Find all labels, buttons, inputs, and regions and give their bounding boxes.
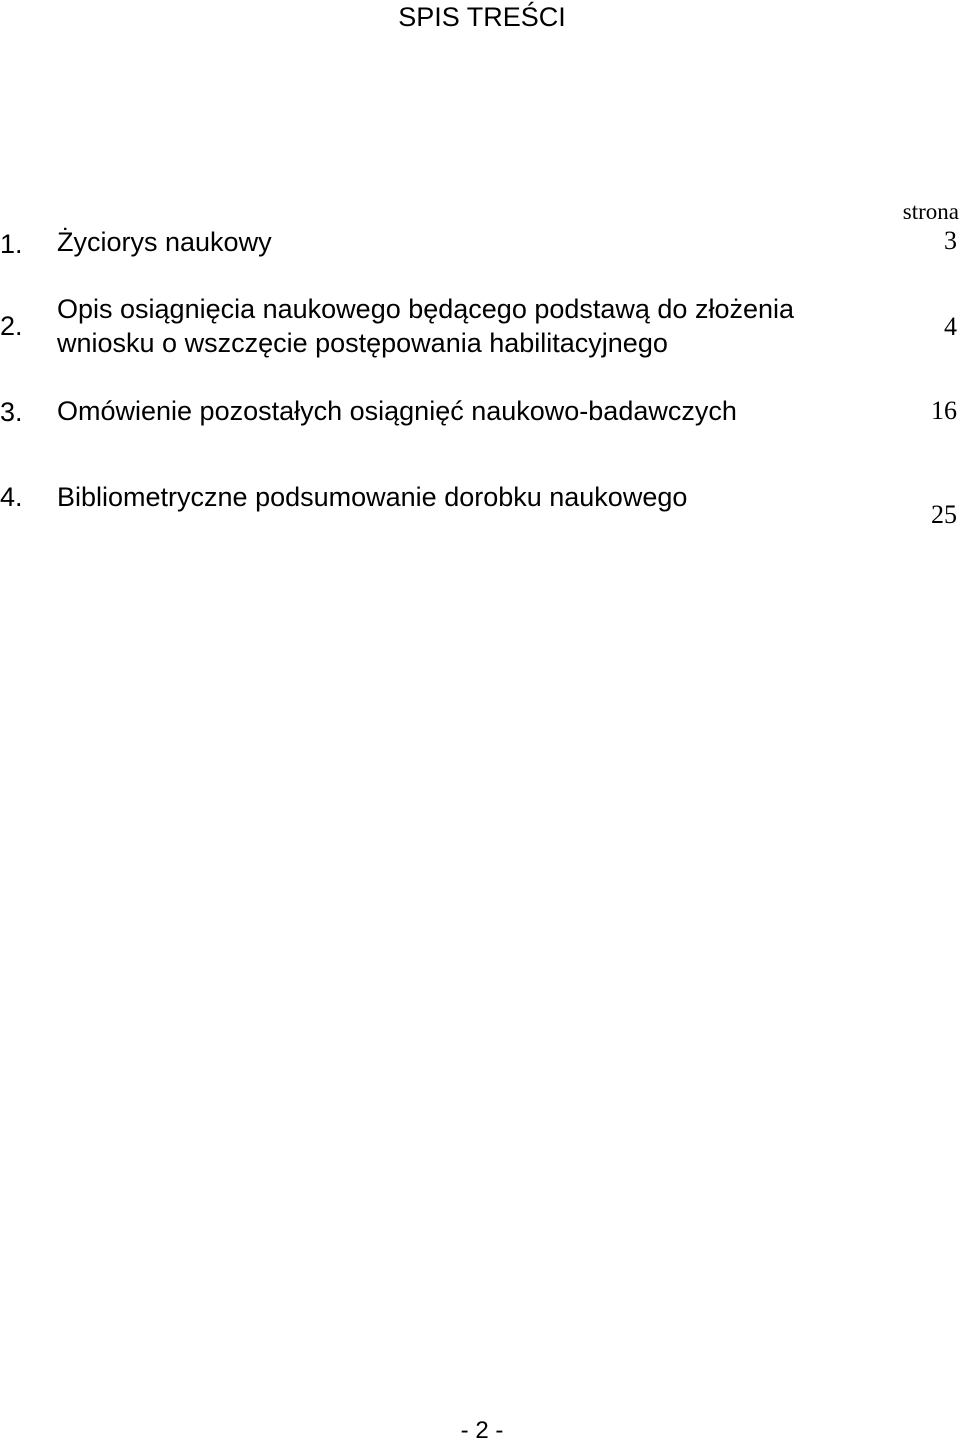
- page-column-label: strona: [902, 199, 959, 224]
- toc-entry-4-title: Bibliometryczne podsumowanie dorobku naukowego: [57, 482, 688, 512]
- page-footer-number: - 2 -: [460, 1417, 504, 1444]
- toc-entry-3-page: 16: [931, 396, 957, 425]
- toc-entry-3-title: Omówienie pozostałych osiągnięć naukowo-badawczych: [57, 396, 737, 426]
- toc-entry-3-number: 3.: [0, 397, 23, 427]
- toc-entry-1-page: 3: [944, 226, 957, 255]
- toc-entry-2-title-line-2: wniosku o wszczęcie postępowania habilitacyjnego: [57, 328, 668, 358]
- toc-entry-4-page: 25: [931, 500, 957, 529]
- toc-entry-2-page: 4: [944, 312, 957, 341]
- toc-entry-4-number: 4.: [0, 482, 23, 512]
- page-title: SPIS TREŚCI: [398, 2, 566, 32]
- toc-entry-1-title: Życiorys naukowy: [57, 227, 272, 257]
- toc-entry-2-title-line-1: Opis osiągnięcia naukowego będącego podstawą do złożenia: [57, 294, 795, 324]
- toc-entry-2-number: 2.: [0, 311, 23, 341]
- toc-entry-1-number: 1.: [0, 229, 23, 259]
